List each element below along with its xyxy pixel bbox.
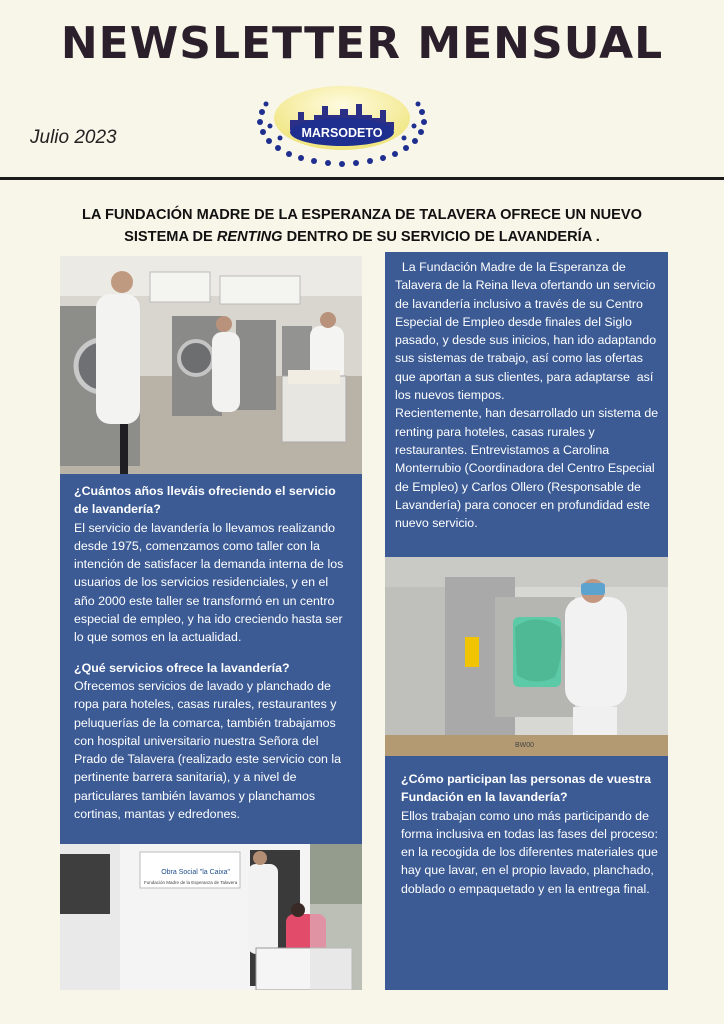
answer-services: Ofrecemos servicios de lavado y planchado de ropa para hoteles, casas rurales, restaurantes y peluquerías de la comarca, también trabajamos con hospital universitario nuestra Señora del Prado de Talavera (realizado este servicio con la pertinente barrera sanitaria), y a nivel de particulares también lavamos y planchamos cortinas, mantas y edredones.	[74, 678, 342, 822]
svg-text:BW00: BW00	[515, 742, 535, 749]
intro-box	[385, 252, 668, 558]
question-services: ¿Qué servicios ofrece la lavandería?	[74, 660, 290, 675]
interview-right-box	[385, 756, 668, 990]
logo-text: MARSODETO	[301, 126, 383, 140]
header-divider	[0, 177, 724, 180]
issue-date: Julio 2023	[30, 127, 117, 148]
delivery-van-photo	[60, 844, 362, 990]
answer-participation: Ellos trabajan como uno más participando de forma inclusiva en todas las fases del proceso: en la recogida de los diferentes materiales que hay que lavar, en el propio lavado, planchado, doblado o empaquetado y en la entrega final.	[401, 808, 658, 896]
intro-paragraph-2: Recientemente, han desarrollado un sistema de renting para hoteles, casas rurales y restaurantes. Entrevistamos a Carolina Monterrubio (Coordinadora del Centro Especial de Empleo) y Carlos Ollero (Responsable de Lavandería) para conocer en profundidad este nuevo servicio.	[395, 406, 659, 531]
van-sign-line2: Fundación Madre de la Esperanza de Talavera	[144, 880, 238, 885]
laundry-room-photo	[60, 256, 362, 474]
newsletter-title: NEWSLETTER MENSUAL	[60, 18, 664, 69]
question-years: ¿Cuántos años lleváis ofreciendo el servicio de lavandería?	[74, 484, 336, 517]
washing-machine-photo	[385, 557, 668, 756]
answer-years: El servicio de lavandería lo llevamos realizando desde 1975, comenzamos como taller con la intención de satisfacer la demanda interna de los usuarios de los servicios residenciales, y en el año 2000 este taller se transformó en un centro especial de empleo, y ha ido creciendo hasta ser lo que somos en la actualidad.	[74, 520, 344, 645]
marsodeto-logo	[252, 82, 432, 172]
question-participation: ¿Cómo participan las personas de vuestra Fundación en la lavandería?	[401, 772, 651, 805]
van-sign-line1: Obra Social "la Caixa"	[161, 869, 230, 876]
article-headline: LA FUNDACIÓN MADRE DE LA ESPERANZA DE TALAVERA OFRECE UN NUEVO SISTEMA DE RENTING DENTRO DE SU SERVICIO DE LAVANDERÍA .	[82, 207, 642, 245]
interview-left-box	[60, 474, 362, 844]
intro-paragraph-1: La Fundación Madre de la Esperanza de Talavera de la Reina lleva ofertando un servicio de lavandería inclusivo a través de su Centro Especial de Empleo desde finales del Siglo pasado, y desde sus inicios, han ido adaptando sus sistemas de trabajo, así como las ofertas que aportan a sus clientes, para adaptarse así los nuevos tiempos.	[395, 260, 660, 403]
